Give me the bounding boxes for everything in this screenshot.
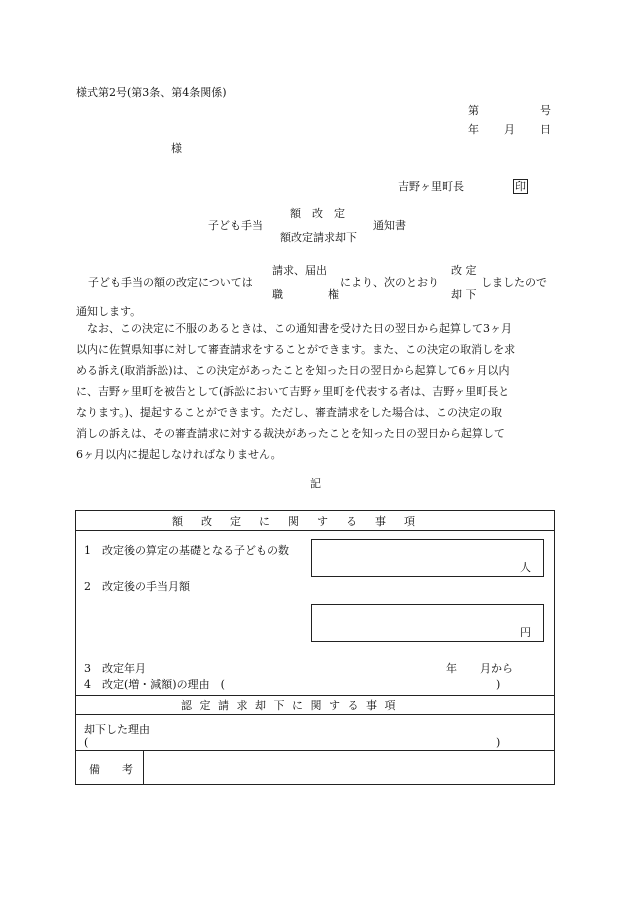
option-bottom-1b: 権 [328,288,339,301]
option-top-2: 改 定 [451,264,477,277]
title-left: 子ども手当 [208,219,263,232]
date-year: 年 [468,123,479,136]
body-line2: 通知します。 [76,305,142,318]
body-line1-c: しましたので [481,276,547,289]
rejection-open: ( [84,736,89,749]
item3-year: 年 [446,662,457,675]
remarks-field[interactable] [144,751,554,784]
monthly-amount-field[interactable] [311,604,544,642]
divider [76,714,554,715]
date-month: 月 [504,123,515,136]
item2-unit: 円 [520,626,531,639]
item3-month: 月から [480,662,513,675]
section2-header: 認定請求却下に関する事項 [181,699,403,712]
section1-header: 額改定に関する事項 [172,515,433,528]
rejection-close: ) [496,736,501,749]
children-count-field[interactable] [311,539,544,577]
item1-label: 1 改定後の算定の基礎となる子どもの数 [84,544,289,557]
form-table [75,510,555,785]
rejection-label: 却下した理由 [84,723,150,736]
appeal-line: に、吉野ヶ里町を被告として(訴訟において吉野ヶ里町を代表する者は、吉野ヶ里町長と [76,385,510,398]
option-bottom-1a: 職 [272,288,283,301]
number-go: 号 [540,104,551,117]
item4-label: 4 改定(増・減額)の理由 ( [84,678,225,691]
title-lower: 額改定請求却下 [280,231,357,244]
appeal-line: 消しの訴えは、その審査請求に対する裁決があったことを知った日の翌日から起算して [76,427,505,440]
divider [76,530,554,531]
body-line1-b: により、次のとおり [340,276,439,289]
ki-heading: 記 [310,477,321,490]
body-line1-a: 子ども手当の額の改定については [88,276,253,289]
date-day: 日 [540,123,551,136]
title-right: 通知書 [373,219,406,232]
seal-mark: 印 [515,180,526,193]
option-top-1: 請求、届出 [272,264,327,277]
number-dai: 第 [468,104,479,117]
option-bottom-2: 却 下 [451,288,477,301]
remarks-label: 備 考 [89,763,133,776]
addressee-sama: 様 [171,142,182,155]
appeal-line: なります。)、提起することができます。ただし、審査請求をした場合は、この決定の取 [76,406,503,419]
title-upper: 額 改 定 [290,207,345,220]
appeal-line: 以内に佐賀県知事に対して審査請求をすることができます。また、この決定の取消しを求 [76,343,516,356]
item4-close: ) [496,678,501,691]
appeal-line: める訴え(取消訴訟)は、この決定があったことを知った日の翌日から起算して6ヶ月以内 [76,364,510,377]
item3-label: 3 改定年月 [84,662,146,675]
appeal-paragraph [76,318,556,465]
appeal-line: なお、この決定に不服のあるときは、この通知書を受けた日の翌日から起算して3ヶ月 [76,322,512,335]
item1-unit: 人 [520,561,531,574]
form-id: 様式第2号(第3条、第4条関係) [76,86,227,99]
issuer: 吉野ヶ里町長 [398,180,464,193]
divider [76,695,554,696]
item2-label: 2 改定後の手当月額 [84,580,190,593]
appeal-line: 6ヶ月以内に提起しなければなりません。 [76,448,282,461]
